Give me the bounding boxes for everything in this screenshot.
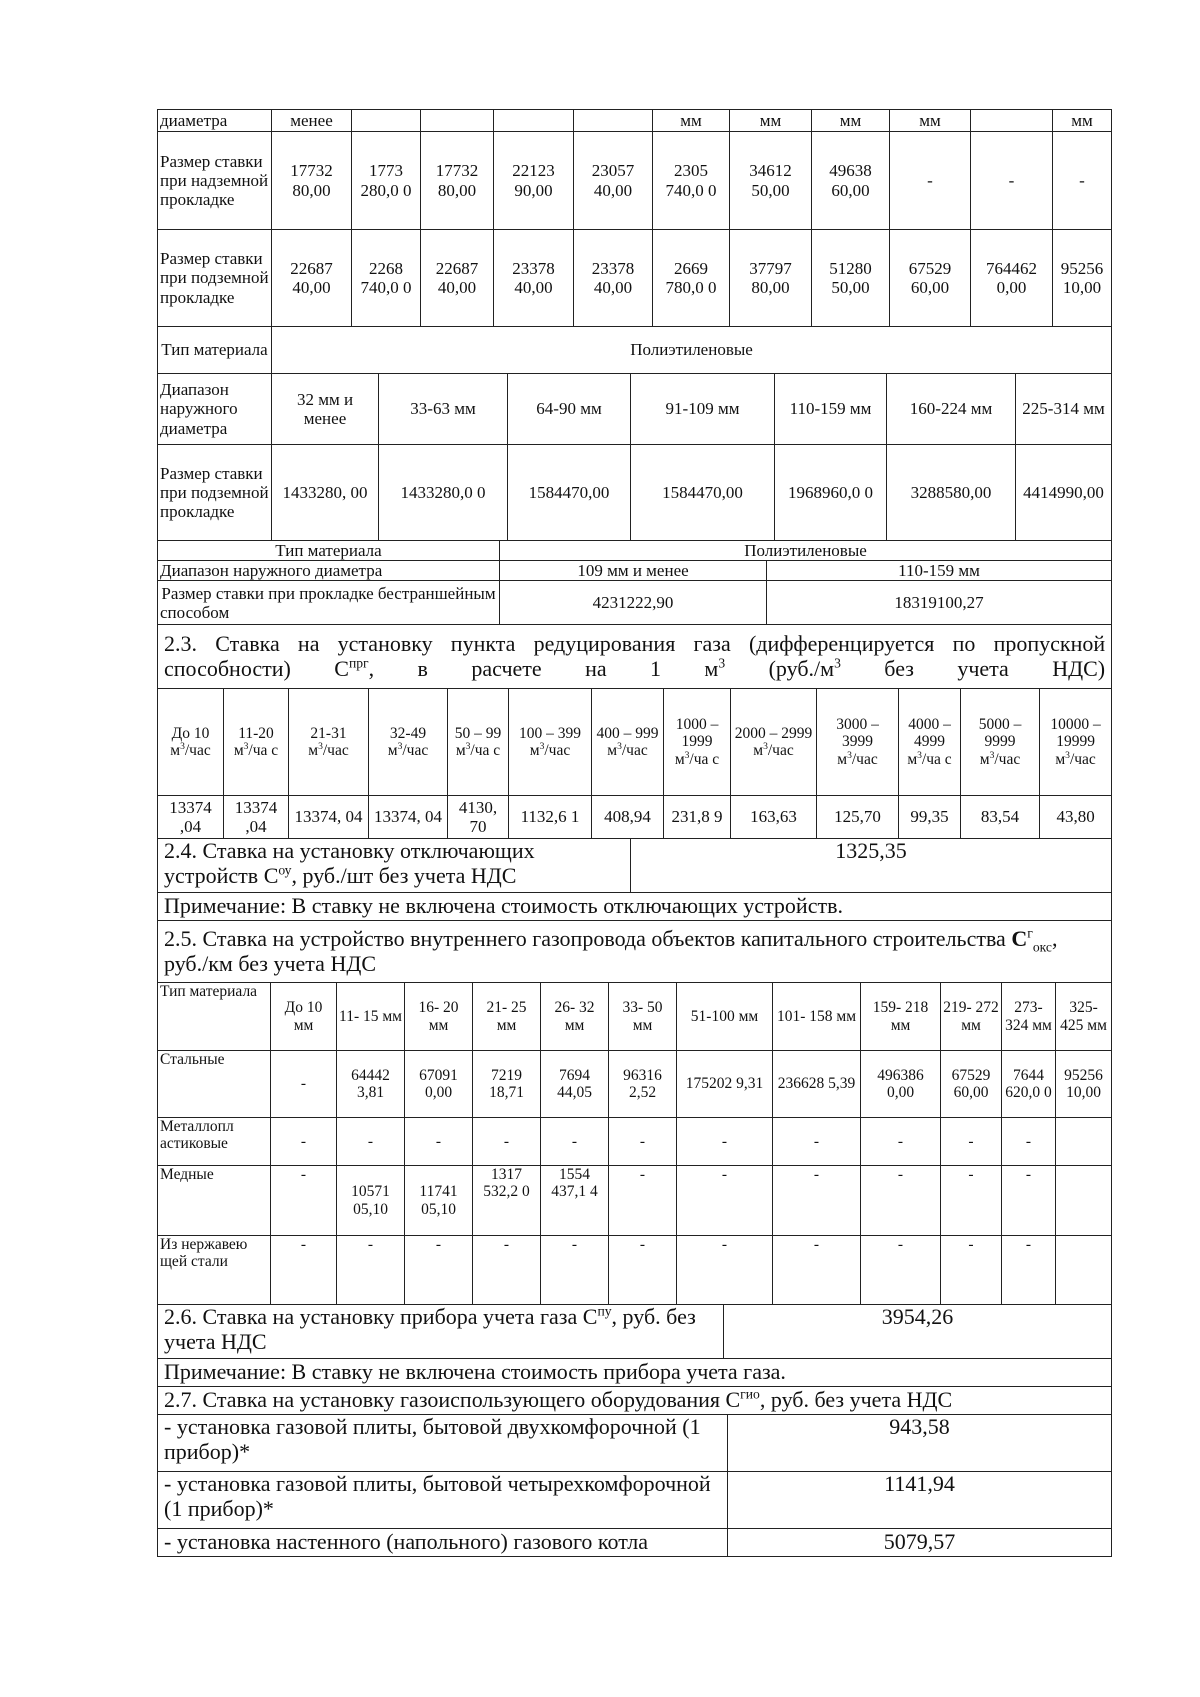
cell: - [473, 1118, 541, 1166]
cell: 231,8 9 [664, 796, 731, 839]
polyethylene-rate-table [157, 326, 1112, 541]
cell: - [405, 1118, 473, 1166]
diameter-row [158, 110, 1112, 132]
cell: 236628 5,39 [773, 1051, 861, 1118]
section-label: 2.4. Ставка на установку отключающих устройств $С^{оу}$, руб./шт без учета НДС [158, 839, 631, 893]
section-2-7 [157, 1386, 1112, 1557]
note: Примечание: В ставку не включена стоимость отключающих устройств. [158, 893, 1112, 921]
cell: - [861, 1118, 941, 1166]
cell: 64442 3,81 [337, 1051, 405, 1118]
cell: 225-314 мм [1016, 374, 1112, 445]
diameter-header: 26- 32 мм [541, 983, 609, 1051]
section-2-6 [157, 1304, 1112, 1387]
capacity-header: 11-20 $м^3/ча$ с [224, 689, 289, 796]
cell: мм [812, 110, 890, 132]
cell: 22687 40,00 [272, 230, 352, 327]
section-2-3 [157, 624, 1112, 839]
section-title: 2.7. Ставка на установку газоиспользующего оборудования $С^{гио}$, руб. без учета НДС [158, 1387, 1112, 1415]
cell: 160-224 мм [887, 374, 1016, 445]
cell: - [1002, 1166, 1056, 1236]
diameter-header: 219- 272 мм [941, 983, 1002, 1051]
cell: - [941, 1118, 1002, 1166]
cell: - [773, 1118, 861, 1166]
cell: 83,54 [961, 796, 1040, 839]
metal-plastic-row [158, 1118, 1112, 1166]
cell: 1433280, 00 [272, 445, 379, 541]
section-title-row [158, 625, 1112, 689]
section-title: 2.3. Ставка на установку пункта редуцирования газа (дифференцируется по пропускной способности) $С^{прг}$, в расчете на 1 $м^3$ ($руб./м^3$ без учета НДС) [158, 625, 1112, 689]
cell: 109 мм и менее [500, 561, 767, 581]
note: Примечание: В ставку не включена стоимость прибора учета газа. [158, 1359, 1112, 1387]
cell: - [677, 1118, 773, 1166]
cell: - [941, 1166, 1002, 1236]
cell: - [337, 1118, 405, 1166]
row-label: Размер ставки при подземной прокладке [158, 445, 272, 541]
cell: 34612 50,00 [730, 132, 812, 230]
cell: - [773, 1166, 861, 1236]
cell: 110-159 мм [775, 374, 887, 445]
cell: - [1002, 1236, 1056, 1305]
cell: 10571 05,10 [337, 1166, 405, 1236]
cell: - [271, 1051, 337, 1118]
section-2-4 [157, 838, 1112, 921]
capacity-header: 400 – 999 $м^3$/час [592, 689, 664, 796]
diameter-range-row [158, 561, 1112, 581]
cell: - [861, 1236, 941, 1305]
cell: 23378 40,00 [574, 230, 653, 327]
cell: - [271, 1236, 337, 1305]
material-row [158, 541, 1112, 561]
cell: - [677, 1166, 773, 1236]
rate-value: 5079,57 [728, 1529, 1112, 1557]
cell: 125,70 [817, 796, 899, 839]
diameter-header: 101- 158 мм [773, 983, 861, 1051]
row-label: Диапазон наружного диаметра [158, 374, 272, 445]
cell: мм [890, 110, 971, 132]
cell: 67529 60,00 [941, 1051, 1002, 1118]
capacity-header: 3000 – 3999 $м^3$/час [817, 689, 899, 796]
row-label: Металлопл астиковые [158, 1118, 271, 1166]
cell [574, 110, 653, 132]
cell: мм [1053, 110, 1112, 132]
cell: 1584470,00 [508, 445, 631, 541]
capacity-rate-row [158, 796, 1112, 839]
rate-value: 3954,26 [724, 1305, 1112, 1359]
cell: - [337, 1236, 405, 1305]
equipment-row [158, 1415, 1112, 1472]
cell: - [773, 1236, 861, 1305]
cell: - [890, 132, 971, 230]
cell: 175202 9,31 [677, 1051, 773, 1118]
cell: 18319100,27 [767, 581, 1112, 625]
underground-rate-row [158, 445, 1112, 541]
cell: 1433280,0 0 [379, 445, 508, 541]
cell: - [609, 1118, 677, 1166]
cell: 11741 05,10 [405, 1166, 473, 1236]
cell: 64-90 мм [508, 374, 631, 445]
cell [1056, 1118, 1112, 1166]
row-label: Тип материала [158, 541, 500, 561]
diameter-header: 273- 324 мм [1002, 983, 1056, 1051]
cell: 408,94 [592, 796, 664, 839]
capacity-header: 4000 – 4999 $м^3/ча$ с [899, 689, 961, 796]
cell [352, 110, 421, 132]
cell: 13374, 04 [369, 796, 448, 839]
cell: 23378 40,00 [494, 230, 574, 327]
cell: 163,63 [731, 796, 817, 839]
cell: - [861, 1166, 941, 1236]
cell: 4231222,90 [500, 581, 767, 625]
capacity-header: 100 – 399 $м^3$/час [509, 689, 592, 796]
cell: - [971, 132, 1053, 230]
material-row [158, 327, 1112, 374]
capacity-header: 10000 – 19999 $м^3$/час [1040, 689, 1112, 796]
diameter-header: 11- 15 мм [337, 983, 405, 1051]
cell: 95256 10,00 [1056, 1051, 1112, 1118]
cell [494, 110, 574, 132]
capacity-header: 32-49 $м^3$/час [369, 689, 448, 796]
capacity-header: 21-31 $м^3$/час [289, 689, 369, 796]
trenchless-rate-row [158, 581, 1112, 625]
cell [971, 110, 1053, 132]
cell: - [609, 1236, 677, 1305]
shutoff-rate-row [158, 839, 1112, 893]
cell: 3288580,00 [887, 445, 1016, 541]
cell: 49638 60,00 [812, 132, 890, 230]
cell: 96316 2,52 [609, 1051, 677, 1118]
cell [1056, 1166, 1112, 1236]
equipment-row [158, 1472, 1112, 1529]
cell: 1317 532,2 0 [473, 1166, 541, 1236]
capacity-header: 5000 – 9999 $м^3$/час [961, 689, 1040, 796]
cell: 23057 40,00 [574, 132, 653, 230]
cell: 99,35 [899, 796, 961, 839]
cell: 91-109 мм [631, 374, 775, 445]
row-label: Размер ставки при надземной прокладке [158, 132, 272, 230]
section-2-5 [157, 920, 1112, 1305]
cell: 17732 80,00 [272, 132, 352, 230]
diameter-header: До 10 мм [271, 983, 337, 1051]
capacity-header: 2000 – 2999 $м^3$/час [731, 689, 817, 796]
cell: - [609, 1166, 677, 1236]
cell: 13374 ,04 [158, 796, 224, 839]
section-title: 2.5. Ставка на устройство внутреннего газопровода объектов капитального строительства $С^г_{окс}$, руб./км без учета НДС [158, 921, 1112, 983]
row-label: диаметра [158, 110, 272, 132]
note-row [158, 893, 1112, 921]
capacity-header-row [158, 689, 1112, 796]
cell: - [677, 1236, 773, 1305]
cell: 51280 50,00 [812, 230, 890, 327]
diameter-header: 325- 425 мм [1056, 983, 1112, 1051]
material-value: Полиэтиленовые [272, 327, 1112, 374]
diameter-header: 33- 50 мм [609, 983, 677, 1051]
cell: - [541, 1236, 609, 1305]
capacity-header: 50 – 99 $м^3/ча$ с [448, 689, 509, 796]
cell: 67529 60,00 [890, 230, 971, 327]
cell: - [1053, 132, 1112, 230]
stainless-row [158, 1236, 1112, 1305]
cell: 1584470,00 [631, 445, 775, 541]
cell: 4130, 70 [448, 796, 509, 839]
diameter-header: 51-100 мм [677, 983, 773, 1051]
cell: 7644 620,0 0 [1002, 1051, 1056, 1118]
cell: менее [272, 110, 352, 132]
cell: 13374 ,04 [224, 796, 289, 839]
equipment-row [158, 1529, 1112, 1557]
row-label: Размер ставки при подземной прокладке [158, 230, 272, 327]
cell: мм [653, 110, 730, 132]
cell: - [1002, 1118, 1056, 1166]
equipment-label: - установка газовой плиты, бытовой четырехкомфорочной (1 прибор)* [158, 1472, 728, 1529]
steel-row [158, 1051, 1112, 1118]
cell: 7694 44,05 [541, 1051, 609, 1118]
cell: 1968960,0 0 [775, 445, 887, 541]
cell: 43,80 [1040, 796, 1112, 839]
cell: 17732 80,00 [421, 132, 494, 230]
overground-rate-row [158, 132, 1112, 230]
cell: 1773 280,0 0 [352, 132, 421, 230]
cell: 33-63 мм [379, 374, 508, 445]
underground-rate-row [158, 230, 1112, 327]
row-label: Стальные [158, 1051, 271, 1118]
diameter-header: 16- 20 мм [405, 983, 473, 1051]
rate-value: 943,58 [728, 1415, 1112, 1472]
cell: - [271, 1118, 337, 1166]
cell: - [473, 1236, 541, 1305]
cell: 4414990,00 [1016, 445, 1112, 541]
cell: 37797 80,00 [730, 230, 812, 327]
cell: 1554 437,1 4 [541, 1166, 609, 1236]
cell [421, 110, 494, 132]
cell: 1132,6 1 [509, 796, 592, 839]
cell: - [541, 1118, 609, 1166]
section-title-row [158, 921, 1112, 983]
cell: - [271, 1166, 337, 1236]
diameter-header: 159- 218 мм [861, 983, 941, 1051]
cell: 2268 740,0 0 [352, 230, 421, 327]
equipment-label: - установка газовой плиты, бытовой двухкомфорочной (1 прибор)* [158, 1415, 728, 1472]
meter-rate-row [158, 1305, 1112, 1359]
cell: - [941, 1236, 1002, 1305]
row-label: Из нержавею щей стали [158, 1236, 271, 1305]
cell: 22123 90,00 [494, 132, 574, 230]
cell: 110-159 мм [767, 561, 1112, 581]
cell: 2305 740,0 0 [653, 132, 730, 230]
cell: мм [730, 110, 812, 132]
capacity-header: До 10 $м^3$/час [158, 689, 224, 796]
capacity-header: 1000 – 1999 $м^3/ча$ с [664, 689, 731, 796]
diameter-header-row [158, 983, 1112, 1051]
row-label: Размер ставки при прокладке бестраншейным способом [158, 581, 500, 625]
diameter-range-row [158, 374, 1112, 445]
row-label: Тип материала [158, 983, 271, 1051]
steel-rate-table [157, 109, 1112, 327]
row-label: Медные [158, 1166, 271, 1236]
cell: 764462 0,00 [971, 230, 1053, 327]
section-label: 2.6. Ставка на установку прибора учета газа $С^{пу}$, руб. без учета НДС [158, 1305, 724, 1359]
note-row [158, 1359, 1112, 1387]
material-value: Полиэтиленовые [500, 541, 1112, 561]
cell: 7219 18,71 [473, 1051, 541, 1118]
cell: 2669 780,0 0 [653, 230, 730, 327]
cell: 13374, 04 [289, 796, 369, 839]
cell: 67091 0,00 [405, 1051, 473, 1118]
rate-value: 1141,94 [728, 1472, 1112, 1529]
cell: 496386 0,00 [861, 1051, 941, 1118]
equipment-label: - установка настенного (напольного) газового котла [158, 1529, 728, 1557]
cell: 95256 10,00 [1053, 230, 1112, 327]
cell [1056, 1236, 1112, 1305]
copper-row [158, 1166, 1112, 1236]
section-title-row [158, 1387, 1112, 1415]
diameter-header: 21- 25 мм [473, 983, 541, 1051]
cell: 32 мм и менее [272, 374, 379, 445]
rate-value: 1325,35 [631, 839, 1112, 893]
row-label: Диапазон наружного диаметра [158, 561, 500, 581]
cell: 22687 40,00 [421, 230, 494, 327]
cell: - [405, 1236, 473, 1305]
row-label: Тип материала [158, 327, 272, 374]
trenchless-rate-table [157, 540, 1112, 625]
